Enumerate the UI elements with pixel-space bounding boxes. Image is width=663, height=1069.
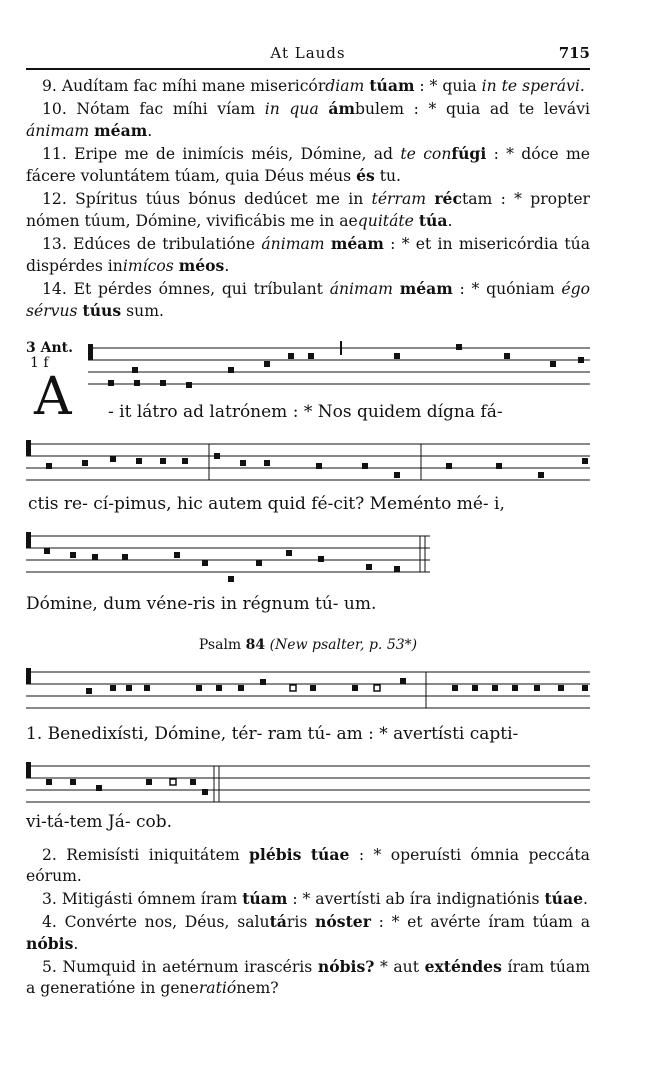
verse [26, 844, 590, 887]
verse-segment [393, 280, 400, 298]
verse-segment: 10. Nótam fac míhi víam [42, 100, 265, 118]
verse-segment: plébis [249, 845, 302, 864]
header-rule [26, 68, 590, 70]
verse-segment: réc [434, 189, 462, 208]
verse-segment: túam [369, 76, 415, 95]
verse-segment: in qua [264, 100, 319, 118]
verse [26, 188, 590, 232]
verse-segment: diam [325, 77, 365, 95]
verse-segment: : * quia [414, 77, 482, 95]
antiphon-initial: A [34, 367, 72, 427]
verse-segment: 11. Eripe me de inimícis méis, Dómine, ad [42, 145, 401, 163]
staff-3-lines [26, 532, 436, 588]
verse-segment: nóbis? [317, 957, 375, 976]
staff-1-start-lines [88, 372, 288, 402]
psalm-verses-bottom [26, 844, 590, 999]
verse-segment: és [356, 166, 375, 185]
verse-segment: . [73, 935, 79, 953]
verse-segment: nem? [236, 979, 279, 997]
verse-segment: túa [418, 211, 448, 230]
verse [26, 98, 590, 142]
verse [26, 911, 590, 955]
verse [26, 956, 590, 999]
verse-segment: : * operuísti ómnia peccáta eórum. [26, 846, 590, 885]
verse-segment: tu. [374, 167, 402, 185]
verse-segment: . [224, 257, 230, 275]
verse-segment: 14. Et pérdes ómnes, qui tríbulant [42, 280, 330, 298]
verse-segment: tam : * propter nómen túum, Dómine, vivificábis me in ae [26, 190, 590, 230]
psalm-staff-1 [26, 664, 590, 712]
verse-segment: bulem : * quia ad te levávi [355, 100, 591, 118]
verse-segment: : * dóce me fácere voluntátem túam, quia Déus méus [26, 145, 590, 185]
verse-segment: * aut [374, 958, 425, 976]
verse-segment: . [147, 122, 153, 140]
psalm-number: 84 [245, 637, 266, 653]
verse-segment: égo sérvus [26, 280, 591, 320]
page-number: 715 [558, 44, 590, 62]
verse-segment: 4. Convérte nos, Déus, salu [42, 913, 270, 931]
verse-segment [301, 846, 310, 864]
verse [26, 143, 590, 187]
verse-segment: imícos [122, 257, 174, 275]
verse-segment: ratió [198, 979, 237, 997]
antiphon-lyric-1: - it látro ad latrónem : * Nos quidem dígna fá- [108, 402, 503, 422]
verse-segment: : * et in misericórdia túa dispérdes in [26, 235, 590, 275]
psalm-staff-1-lines [26, 664, 590, 712]
verse-segment: ánimam [261, 235, 325, 253]
psalm-lyric-2: vi-tá-tem Já- cob. [26, 812, 173, 832]
antiphon-lyric-2: ctis re- cí-pimus, hic autem quid fé-cit? Meménto mé- i, [28, 494, 505, 514]
psalm-verses-top [26, 75, 590, 322]
verse [26, 75, 590, 97]
running-title: At Lauds [270, 44, 346, 62]
verse [26, 233, 590, 277]
verse [26, 278, 590, 322]
psalm-lyric-1: 1. Benedixísti, Dómine, tér- ram tú- am : * avertísti capti- [26, 724, 519, 744]
verse-segment: túus [82, 301, 122, 320]
verse-segment: ánimam [26, 122, 90, 140]
verse-segment: 5. Numquid in aetérnum irascéris [42, 958, 318, 976]
page-header [26, 44, 590, 66]
verse-segment: . [583, 890, 588, 908]
verse-segment: 9. Audítam fac míhi mane misericór [42, 77, 326, 95]
verse-segment: in te sperávi [481, 77, 580, 95]
verse-segment: exténdes [424, 957, 502, 976]
psalm-staff-2 [26, 758, 590, 806]
mode-label: 1 f [30, 355, 49, 371]
verse-segment: méos [178, 256, 225, 275]
verse-segment: 2. Remisísti iniquitátem [42, 846, 250, 864]
psalm-heading [26, 637, 590, 653]
staff-2-lines [26, 436, 590, 484]
verse-segment: . [447, 212, 453, 230]
verse-segment: : * quóniam [452, 280, 562, 298]
verse-segment: ánimam [329, 280, 393, 298]
verse-segment: íram túam a generatióne in gene [26, 958, 590, 997]
verse-segment: quitáte [357, 212, 414, 230]
staff-1-start [88, 372, 288, 402]
verse-segment: te con [400, 145, 452, 163]
verse-segment: méam [399, 279, 453, 298]
staff-3 [26, 532, 436, 588]
verse-segment: nóster [315, 912, 371, 931]
verse [26, 888, 590, 910]
verse-segment: túam [242, 889, 288, 908]
verse-segment: ris [286, 913, 316, 931]
verse-segment: . [579, 77, 585, 95]
verse-segment: tá [269, 912, 287, 931]
verse-segment: 12. Spíritus túus bónus dedúcet me in [42, 190, 372, 208]
staff-2 [26, 436, 590, 484]
antiphon-label: 3 Ant. [26, 340, 73, 356]
verse-segment: fúgi [451, 144, 487, 163]
psalm-title: Psalm [198, 637, 242, 653]
psalm-reference: (New psalter, p. 53*) [269, 637, 418, 653]
verse-segment: sum. [121, 302, 164, 320]
verse-segment: méam [94, 121, 148, 140]
verse-segment: túae [544, 889, 584, 908]
verse-segment: : * avertísti ab íra indignatiónis [287, 890, 545, 908]
verse-segment: térram [371, 190, 427, 208]
verse-segment: 3. Mitigásti ómnem íram [42, 890, 243, 908]
verse-segment: 13. Edúces de tribulatióne [42, 235, 262, 253]
verse-segment: ám [328, 99, 355, 118]
antiphon-lyric-3: Dómine, dum véne-ris in régnum tú- um. [26, 594, 377, 614]
verse-segment: túae [310, 845, 350, 864]
verse-segment [319, 100, 329, 118]
verse-segment: méam [330, 234, 384, 253]
verse-segment: : * et avérte íram túam a [370, 913, 590, 931]
verse-segment: nóbis [26, 934, 74, 953]
psalm-staff-2-lines [26, 758, 590, 806]
